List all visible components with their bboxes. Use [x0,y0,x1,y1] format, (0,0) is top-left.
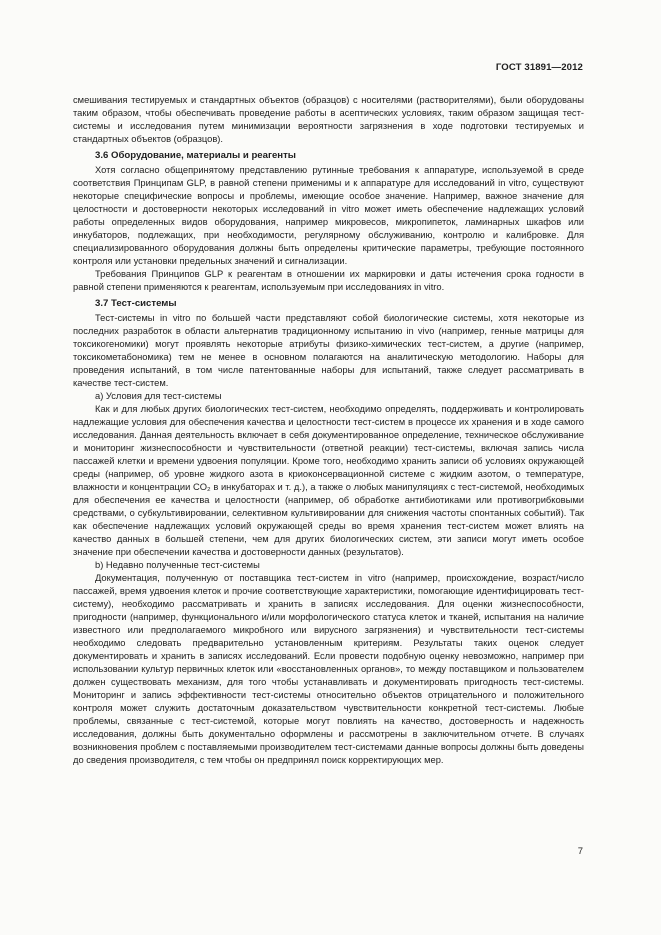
page-number: 7 [577,846,583,857]
paragraph-equipment: Хотя согласно общепринятому представлению рутинные требования к аппаратуре, используемой в среде соответствия Принципам GLP, в равной степени применимы и к аппаратуре для исследований in vitro, существуют некоторые специфические вопросы и проблемы, имеющие особое значение. Например, важное значение для целостности и достоверности некоторых исследований in vitro может иметь обеспечение надлежащих условий работы определенных видов оборудования, например микровесов, микропипеток, ламинарных шкафов или инкубаторов, подлежащих, при необходимости, регулярному обслуживанию, контролю и калибровке. Для специализированного оборудования должны быть определены критические параметры, требующие постоянного контроля или установки предельных значений и сигнализации. [73,165,584,266]
subheading-b: b) Недавно полученные тест-системы [95,560,260,570]
paragraph-reagents: Требования Принципов GLP к реагентам в отношении их маркировки и даты истечения срока годности в равной степени применяются к реагентам, используемым при исследованиях in vitro. [73,269,584,292]
document-body [73,94,584,767]
paragraph-new-systems: Документация, полученную от поставщика тест-систем in vitro (например, происхождение, возраст/число пассажей, время удвоения клеток и прочие соответствующие характеристики, помогающие идентифицировать тест-систему), необходимо рассматривать и хранить в записях исследования. Для оценки жизнеспособности, пригодности (например, функционального и/или морфологического статуса клеток и тканей, испытания на наличие известного или предполагаемого микробного или вирусного загрязнения) и чувствительности тест-системы необходимо следовать предварительно установленным критериям. Результаты таких оценок следует документировать и хранить в записях исследований. Если провести подобную оценку невозможно, например при использовании культур первичных клеток или «восстановленных органов», то между поставщиком и пользователем должен существовать механизм, для того чтобы устанавливать и документировать пригодность тест-системы. Мониторинг и запись эффективности тест-системы относительно объектов отрицательного и положительного контроля может служить достаточным доказательством чувствительности конкретной тест-системы. Любые проблемы, связанные с тест-системой, которые могут повлиять на качество, достоверность и надежность исследования, должны быть документально оформлены и рассмотрены в заключительном отчете. В случаях возникновения проблем с поставляемыми производителем тест-системами данные вопросы должны быть доведены до сведения производителя, с тем чтобы он предпринял поиск корректирующих мер. [73,573,584,765]
paragraph-test-systems: Тест-системы in vitro по большей части представляют собой биологические системы, хотя некоторые из последних разработок в области альтернатив традиционному испытанию in vivo (например, генные матрицы для токсикогеномики) могут проявлять некоторые атрибуты физико-химических тест-систем, а другие (например, токсикометабономика) тем не менее в основном полагаются на аналитическую методологию. Наборы для проведения испытаний, в том числе патентованные наборы для испытаний, также следует рассматривать в качестве тест-систем. [73,313,584,388]
section-heading-3-7: 3.7 Тест-системы [95,298,177,309]
paragraph-continuation: смешивания тестируемых и стандартных объектов (образцов) с носителями (растворителями), были оборудованы таким образом, чтобы обеспечивать проведение работы в асептических условиях, таким образом защищая тест-системы и исследования путем минимизации вероятности загрязнения в ходе подготовки тестируемых и стандартных объектов (образцов). [73,95,584,144]
paragraph-conditions: Как и для любых других биологических тест-систем, необходимо определять, поддерживать и контролировать надлежащие условия для обеспечения качества и целостности тест-систем в процессе их хранения и в ходе самого исследования. Данная деятельность включает в себя документированное определение, техническое обслуживание и мониторинг жизнеспособности и чувствительности (ответной реакции) тест-системы, включая запись числа пассажей клетки и времени удвоения популяции. Кроме того, необходимо хранить записи об условиях окружающей среды (например, об уровне жидкого азота в криоконсервационной системе с жидким азотом, о температуре, влажности и концентрации CO₂ в инкубаторах и т. д.), а также о любых манипуляциях с тест-системой, необходимых для обеспечения ее качества и целостности (например, об обработке антибиотиками или противогрибковыми средствами, о субкультивировании, селективном культивировании для снижения частоты спонтанных событий). Так как обеспечение надлежащих условий окружающей среды во время хранения тест-систем может влиять на качество данных в большей степени, чем для других биологических систем, эти записи могут иметь особое значение при обеспечении качества и достоверности данных (результатов). [73,404,584,557]
subheading-a: а) Условия для тест-системы [95,391,222,401]
document-code: ГОСТ 31891—2012 [495,62,583,73]
section-heading-3-6: 3.6 Оборудование, материалы и реагенты [95,150,296,161]
